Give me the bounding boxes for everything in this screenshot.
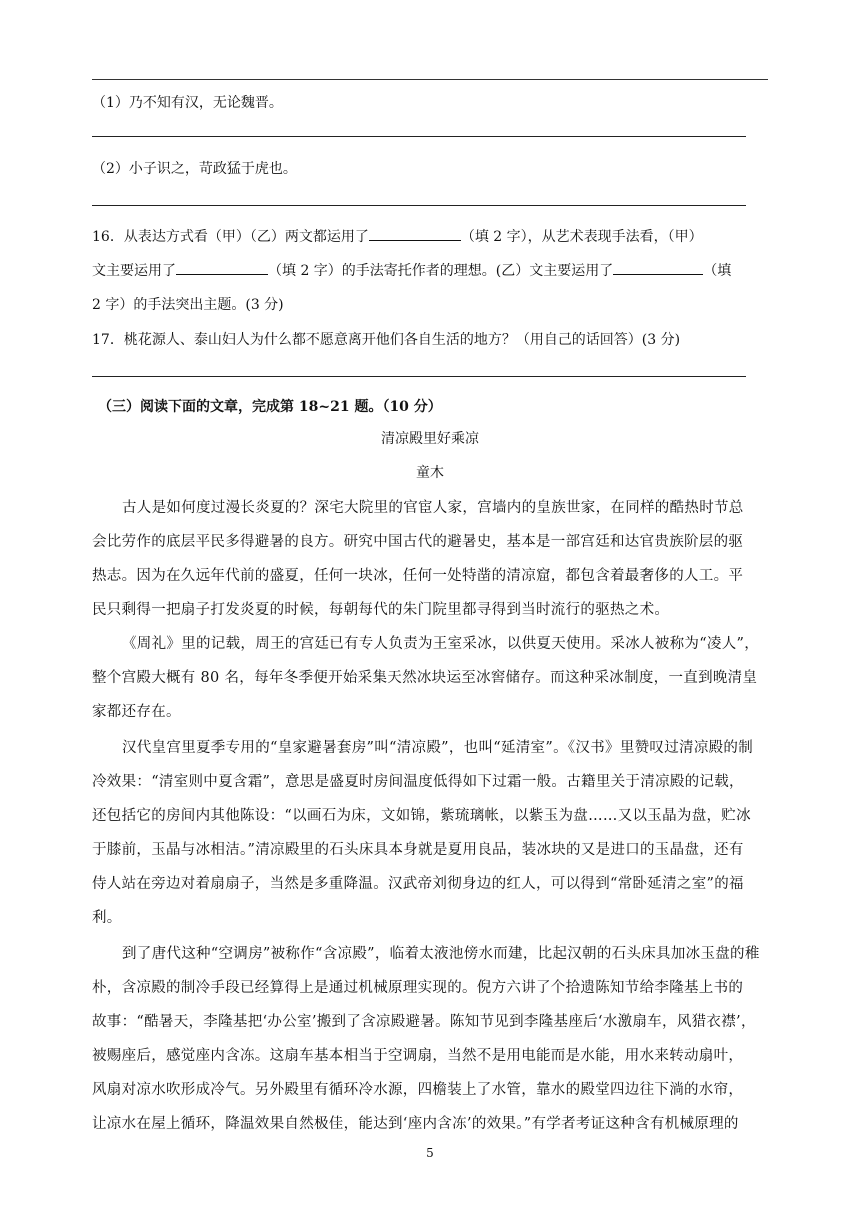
fill-blank (369, 226, 461, 241)
article-line: 侍人站在旁边对着扇扇子，当然是多重降温。汉武帝刘彻身边的红人，可以得到“常卧延清之室”的福 (92, 876, 744, 892)
header-rule (92, 79, 768, 80)
article-line: 风扇对凉水吹形成冷气。另外殿里有循环冷水源，四檐装上了水管，靠水的殿堂四边往下淌的水帘， (92, 1082, 744, 1098)
fill-blank (176, 260, 268, 275)
q16-text: 文主要运用了 (92, 263, 176, 279)
page-number: 5 (426, 1146, 434, 1160)
article-line: 汉代皇宫里夏季专用的“皇家避暑套房”叫“清凉殿”，也叫“延清室”。《汉书》里赞叹过清凉殿的制 (122, 740, 754, 756)
article-line: 热志。因为在久远年代前的盛夏，任何一块冰，任何一处特凿的清凉窟，都包含着最奢侈的人工。平 (92, 568, 744, 584)
q16-text: （填 2 字）的手法寄托作者的理想。(乙）文主要运用了 (268, 263, 614, 279)
article-line: 《周礼》里的记载，周王的宫廷已有专人负责为王室采冰，以供夏天使用。采冰人被称为“凌人”， (122, 636, 760, 652)
article-line: 冷效果：“清室则中夏含霜”，意思是盛夏时房间温度低得如下过霜一般。古籍里关于清凉殿的记载， (92, 774, 744, 790)
article-line: 被赐座后，感觉座内含冻。这扇车基本相当于空调扇，当然不是用电能而是水能，用水来转动扇叶， (92, 1048, 744, 1064)
article-line: 整个宫殿大概有 80 名，每年冬季便开始采集天然冰块运至冰窖储存。而这种采冰制度，一直到晚清皇 (92, 670, 758, 686)
article-author: 童木 (416, 465, 444, 481)
article-line: 利。 (92, 910, 122, 926)
q16-text: 16．从表达方式看（甲）（乙）两文都运用了 (92, 229, 369, 245)
article-title: 清凉殿里好乘凉 (381, 431, 479, 447)
q16-text: （填 (703, 263, 732, 279)
q16-line-3: 2 字）的手法突出主题。(3 分) (92, 297, 284, 313)
article-line: 到了唐代这种“空调房”被称作“含凉殿”，临着太液池傍水而建，比起汉朝的石头床具加冰玉盘的稚 (122, 946, 760, 962)
q16-line-2 (92, 260, 731, 280)
section-heading: （三）阅读下面的文章，完成第 18~21 题。（10 分） (98, 399, 442, 415)
q16-line-1 (92, 226, 703, 246)
article-line: 朴，含凉殿的制冷手段已经算得上是通过机械原理实现的。倪方六讲了个拾遗陈知节给李隆基上书的 (92, 980, 744, 996)
article-line: 故事：“酷暑天，李隆基把‘办公室’搬到了含凉殿避暑。陈知节见到李隆基座后‘水激扇车，风猎衣襟’， (92, 1014, 756, 1030)
q16-text: （填 2 字），从艺术表现手法看，（甲） (460, 229, 703, 245)
article-line: 让凉水在屋上循环，降温效果自然极佳，能达到‘座内含冻’的效果。”有学者考证这种含有机械原理的 (92, 1116, 739, 1132)
answer-line (92, 136, 746, 137)
article-line: 家都还存在。 (92, 704, 181, 720)
answer-line (92, 376, 746, 377)
answer-line (92, 205, 746, 206)
q15-item-2: （2）小子识之，苛政猛于虎也。 (92, 161, 297, 177)
fill-blank (613, 260, 703, 275)
q17-question: 17．桃花源人、泰山妇人为什么都不愿意离开他们各自生活的地方？（用自己的话回答）(3 分) (92, 332, 681, 348)
article-line: 于膝前，玉晶与冰相洁。”清凉殿里的石头床具本身就是夏用良品，装冰块的又是进口的玉晶盘，还有 (92, 842, 744, 858)
article-line: 古人是如何度过漫长炎夏的？深宅大院里的官宦人家，宫墙内的皇族世家，在同样的酷热时节总 (122, 500, 744, 516)
q15-item-1: （1）乃不知有汉，无论魏晋。 (92, 95, 283, 111)
article-line: 还包括它的房间内其他陈设：“以画石为床，文如锦，紫琉璃帐，以紫玉为盘……又以玉晶为盘，贮冰 (92, 808, 751, 824)
article-line: 会比劳作的底层平民多得避暑的良方。研究中国古代的避暑史，基本是一部宫廷和达官贵族阶层的驱 (92, 534, 744, 550)
article-line: 民只剩得一把扇子打发炎夏的时候，每朝每代的朱门院里都寻得到当时流行的驱热之术。 (92, 602, 670, 618)
